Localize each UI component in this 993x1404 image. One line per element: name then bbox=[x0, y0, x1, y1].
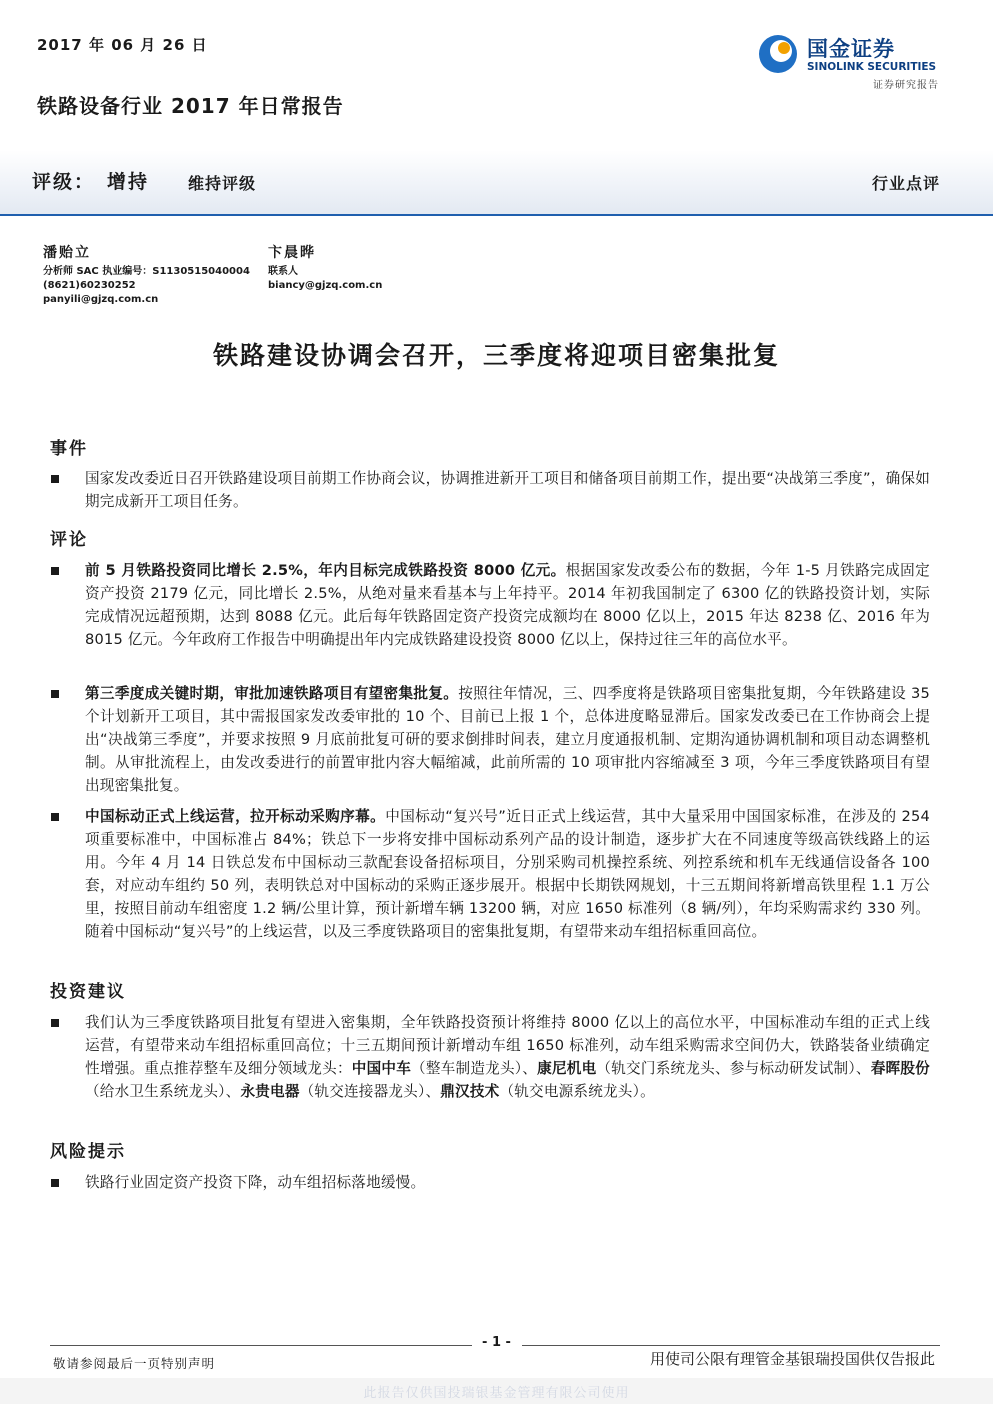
page-number: - 1 - bbox=[482, 1335, 511, 1350]
section-heading-comment: 评论 bbox=[50, 530, 88, 550]
sinolink-logo-icon bbox=[757, 33, 799, 75]
bullet-square-icon bbox=[51, 1179, 59, 1187]
company-logo bbox=[757, 33, 947, 93]
risk-paragraph: 铁路行业固定资产投资下降，动车组招标落地缓慢。 bbox=[85, 1174, 426, 1191]
contact-role: 联系人 bbox=[268, 266, 298, 277]
analyst-block-2 bbox=[268, 242, 382, 293]
main-title: 铁路建设协调会召开，三季度将迎项目密集批复 bbox=[212, 341, 780, 370]
analyst-email[interactable]: panyili@gjzq.com.cn bbox=[43, 294, 159, 305]
analyst-block-1 bbox=[43, 242, 250, 307]
company-crrc: 中国中车 bbox=[351, 1060, 412, 1077]
footer-right-text: 用使司公限有理管金基银瑞投国供仅告报此 bbox=[649, 1350, 935, 1368]
advice-paragraph bbox=[85, 1011, 930, 1103]
bullet-square-icon bbox=[51, 567, 59, 575]
report-type: 行业点评 bbox=[871, 174, 940, 193]
comment-3-body: 中国标动“复兴号”近日正式上线运营，其中大量采用中国国家标准，在涉及的 254 项重要标准中，中国标准占 84%；铁总下一步将安排中国标动系列产品的设计制造，逐步扩大在不同速度等级高铁线路上的运用。今年 4 月 14 日铁总发布中国标动三款配套设备招标项目，分别采购司机操控系统、列控系统和机车无线通信设备各 100 套，对应动车组约 50 列，表明铁总对中国标动的采购正逐步展开。根据中长期铁网规划，十三五期间将新增高铁里程 1.1 万公里，按照目前动车组密度 1.2 辆/公里计算，预计新增车辆 13200 辆，对应 1650 标准列（8 辆/列），年均采购需求约 330 列。随着中国标动“复兴号”的上线运营，以及三季度铁路项目的密集批复期，有望带来动车组招标重回高位。 bbox=[85, 808, 930, 940]
rating-value: 增持 bbox=[107, 171, 150, 193]
comment-2-body: 按照往年情况，三、四季度将是铁路项目密集批复期，今年铁路建设 35 个计划新开工项目，其中需报国家发改委审批的 10 个、目前已上报 1 个，总体进度略显滞后。国家发改委已在工作协商会上提出“决战第三季度”，并要求按照 9 月底前批复可研的要求倒排时间表，建立月度通报机制、定期沟通协调机制和项目动态调整机制。从审批流程上，由发改委进行的前置审批内容大幅缩减，此前所需的 10 项审批内容缩减至 3 项，今年三季度铁路项目有望出现密集批复。 bbox=[85, 685, 930, 794]
rating-note: 维持评级 bbox=[188, 174, 257, 193]
section-heading-risk: 风险提示 bbox=[50, 1142, 126, 1162]
comment-paragraph-1 bbox=[85, 559, 930, 651]
analyst-phone: (8621)60230252 bbox=[43, 280, 136, 291]
watermark-text: 此报告仅供国投瑞银基金管理有限公司使用 bbox=[363, 1386, 630, 1401]
advice-text-2: （整车制造龙头）、 bbox=[411, 1060, 538, 1077]
advice-text-1: 我们认为三季度铁路项目批复有望进入密集期，全年铁路投资预计将维持 8000 亿以上的高位水平，中国标准动车组的正式上线运营，有望带来动车组招标重回高位；十三五期间预计新增动车组 1650 标准列，动车组采购需求空间仍大，铁路装备业绩确定性增强。重点推荐整车及细分领域龙头： bbox=[85, 1014, 930, 1077]
logo-subtitle: 证券研究报告 bbox=[873, 80, 939, 91]
company-kangni: 康尼机电 bbox=[537, 1060, 597, 1077]
event-paragraph: 国家发改委近日召开铁路建设项目前期工作协商会议，协调推进新开工项目和储备项目前期工作，提出要“决战第三季度”，确保如期完成新开工项目任务。 bbox=[85, 470, 930, 510]
comment-3-lead: 中国标动正式上线运营，拉开标动采购序幕。 bbox=[85, 808, 386, 825]
bullet-square-icon bbox=[51, 813, 59, 821]
comment-1-lead: 前 5 月铁路投资同比增长 2.5%，年内目标完成铁路投资 8000 亿元。 bbox=[85, 562, 566, 579]
rating-label: 评级： bbox=[32, 171, 96, 193]
analyst-sac-number: 分析师 SAC 执业编号：S1130515040004 bbox=[43, 266, 250, 277]
footer-disclaimer: 敬请参阅最后一页特别声明 bbox=[53, 1356, 216, 1371]
contact-name: 卞晨晔 bbox=[268, 245, 316, 261]
comment-1-body: 根据国家发改委公布的数据，今年 1-5 月铁路完成固定资产投资 2179 亿元，同比增长 2.5%，从绝对量来看基本与上年持平。2014 年初我国制定了 6300 亿的铁路投资计划，实际完成情况远超预期，达到 8088 亿元。此后每年铁路固定资产投资完成额均在 8000 亿以上，2015 年达 8238 亿、2016 年为 8015 亿元。今年政府工作报告中明确提出年内完成铁路建设投资 8000 亿以上，保持过往三年的高位水平。 bbox=[85, 562, 930, 648]
logo-english-name: SINOLINK SECURITIES bbox=[807, 61, 937, 73]
company-yonggui: 永贵电器 bbox=[240, 1083, 300, 1100]
section-heading-advice: 投资建议 bbox=[50, 982, 126, 1002]
logo-chinese-name: 国金证券 bbox=[807, 37, 895, 61]
advice-text-5: （轨交连接器龙头）、 bbox=[299, 1083, 441, 1100]
advice-text-3: （轨交门系统龙头、参与标动研发试制）、 bbox=[596, 1060, 871, 1077]
comment-paragraph-2 bbox=[85, 682, 930, 797]
bullet-square-icon bbox=[51, 1019, 59, 1027]
comment-2-lead: 第三季度成关键时期，审批加速铁路项目有望密集批复。 bbox=[85, 685, 459, 702]
report-series-title: 铁路设备行业 2017 年日常报告 bbox=[37, 94, 344, 118]
comment-paragraph-3 bbox=[85, 805, 930, 943]
contact-email[interactable]: biancy@gjzq.com.cn bbox=[268, 280, 383, 291]
advice-text-4: （给水卫生系统龙头）、 bbox=[85, 1083, 241, 1100]
company-dinghan: 鼎汉技术 bbox=[440, 1083, 500, 1100]
advice-text-6: （轨交电源系统龙头）。 bbox=[499, 1083, 655, 1100]
company-chunhui: 春晖股份 bbox=[870, 1060, 930, 1077]
bullet-square-icon bbox=[51, 475, 59, 483]
report-date: 2017 年 06 月 26 日 bbox=[37, 36, 208, 54]
section-heading-event: 事件 bbox=[50, 439, 88, 459]
bullet-square-icon bbox=[51, 690, 59, 698]
analyst-name: 潘贻立 bbox=[43, 245, 91, 261]
